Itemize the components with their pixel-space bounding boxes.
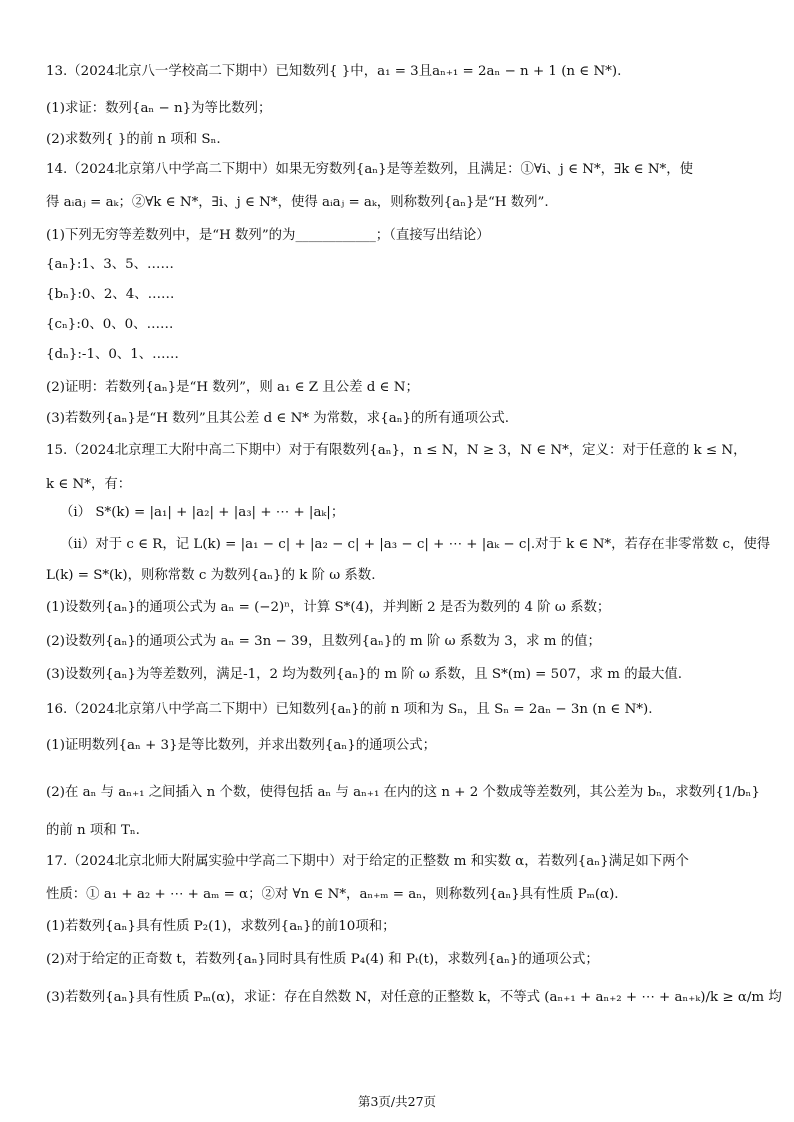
problem-16-part-1: (1)证明数列{aₙ + 3}是等比数列，并求出数列{aₙ}的通项公式； [46,738,437,753]
sequence-c: {cₙ}:0、0、0、…… [46,317,174,332]
problem-14-part-3: (3)若数列{aₙ}是“H 数列”且其公差 d ∈ N* 为常数，求{aₙ}的所有通项公式. [46,411,509,426]
sequence-b: {bₙ}:0、2、4、…… [46,287,175,302]
problem-15-def-i: （i） S*(k) = |a₁| + |a₂| + |a₃| + ⋯ + |aₖ|； [60,505,345,520]
problem-17-part-3: (3)若数列{aₙ}具有性质 Pₘ(α)，求证：存在自然数 N，对任意的正整数 k，不等式 (aₙ₊₁ + aₙ₊₂ + ⋯ + aₙ₊ₖ)/k ≥ α/m 均 [46,990,782,1005]
problem-16-part-2-cont: 的前 n 项和 Tₙ. [46,823,140,838]
problem-16-stem: 16.（2024北京第八中学高二下期中）已知数列{aₙ}的前 n 项和为 Sₙ，且 Sₙ = 2aₙ − 3n (n ∈ N*). [46,702,653,717]
problem-13-part-2: (2)求数列{ }的前 n 项和 Sₙ. [46,132,221,147]
problem-13-stem: 13.（2024北京八一学校高二下期中）已知数列{ }中，a₁ = 3且aₙ₊₁ = 2aₙ − n + 1 (n ∈ N*). [46,64,622,79]
problem-15-def-ii: （ii）对于 c ∈ R，记 L(k) = |a₁ − c| + |a₂ − c| + |a₃ − c| + ⋯ + |aₖ − c|.对于 k ∈ N*，若存在非零常数 c，使得 [60,537,771,552]
problem-17-part-1: (1)若数列{aₙ}具有性质 P₂(1)，求数列{aₙ}的前10项和； [46,919,396,934]
sequence-d: {dₙ}:-1、0、1、…… [46,347,179,362]
problem-17-part-2: (2)对于给定的正奇数 t，若数列{aₙ}同时具有性质 P₄(4) 和 Pₜ(t)，求数列{aₙ}的通项公式； [46,952,599,967]
problem-15-stem-cont: k ∈ N*，有： [46,477,132,492]
problem-14-stem: 14.（2024北京第八中学高二下期中）如果无穷数列{aₙ}是等差数列，且满足：①∀i、j ∈ N*，∃k ∈ N*，使 [46,162,694,177]
problem-17-stem: 17.（2024北京北师大附属实验中学高二下期中）对于给定的正整数 m 和实数 α，若数列{aₙ}满足如下两个 [46,854,689,869]
problem-14-part-2: (2)证明：若数列{aₙ}是“H 数列”，则 a₁ ∈ Z 且公差 d ∈ N； [46,380,419,395]
problem-13-part-1: (1)求证：数列{aₙ − n}为等比数列； [46,101,272,116]
problem-14-stem-cont: 得 aᵢaⱼ = aₖ；②∀k ∈ N*，∃i、j ∈ N*，使得 aᵢaⱼ = aₖ，则称数列{aₙ}是“H 数列”. [46,195,549,210]
problem-16-part-2: (2)在 aₙ 与 aₙ₊₁ 之间插入 n 个数，使得包括 aₙ 与 aₙ₊₁ 在内的这 n + 2 个数成等差数列，其公差为 bₙ，求数列{1/bₙ} [46,785,760,800]
problem-15-stem: 15.（2024北京理工大附中高二下期中）对于有限数列{aₙ}，n ≤ N，N ≥ 3，N ∈ N*，定义：对于任意的 k ≤ N， [46,443,747,458]
problem-15-part-2: (2)设数列{aₙ}的通项公式为 aₙ = 3n − 39，且数列{aₙ}的 m 阶 ω 系数为 3，求 m 的值； [46,634,601,649]
sequence-a: {aₙ}:1、3、5、…… [46,257,174,272]
problem-17-stem-cont: 性质：① a₁ + a₂ + ⋯ + aₘ = α；②对 ∀n ∈ N*，aₙ₊ₘ = aₙ，则称数列{aₙ}具有性质 Pₘ(α). [46,887,619,902]
problem-14-part-1: (1)下列无穷等差数列中，是“H 数列”的为____________；（直接写出结论） [46,228,490,243]
page-footer: 第3页/共27页 [357,1094,437,1109]
problem-15-def-ii-cont: L(k) = S*(k)，则称常数 c 为数列{aₙ}的 k 阶 ω 系数. [46,568,376,583]
problem-15-part-3: (3)设数列{aₙ}为等差数列，满足-1，2 均为数列{aₙ}的 m 阶 ω 系数，且 S*(m) = 507，求 m 的最大值. [46,667,683,682]
problem-15-part-1: (1)设数列{aₙ}的通项公式为 aₙ = (−2)ⁿ，计算 S*(4)，并判断 2 是否为数列的 4 阶 ω 系数； [46,600,611,615]
